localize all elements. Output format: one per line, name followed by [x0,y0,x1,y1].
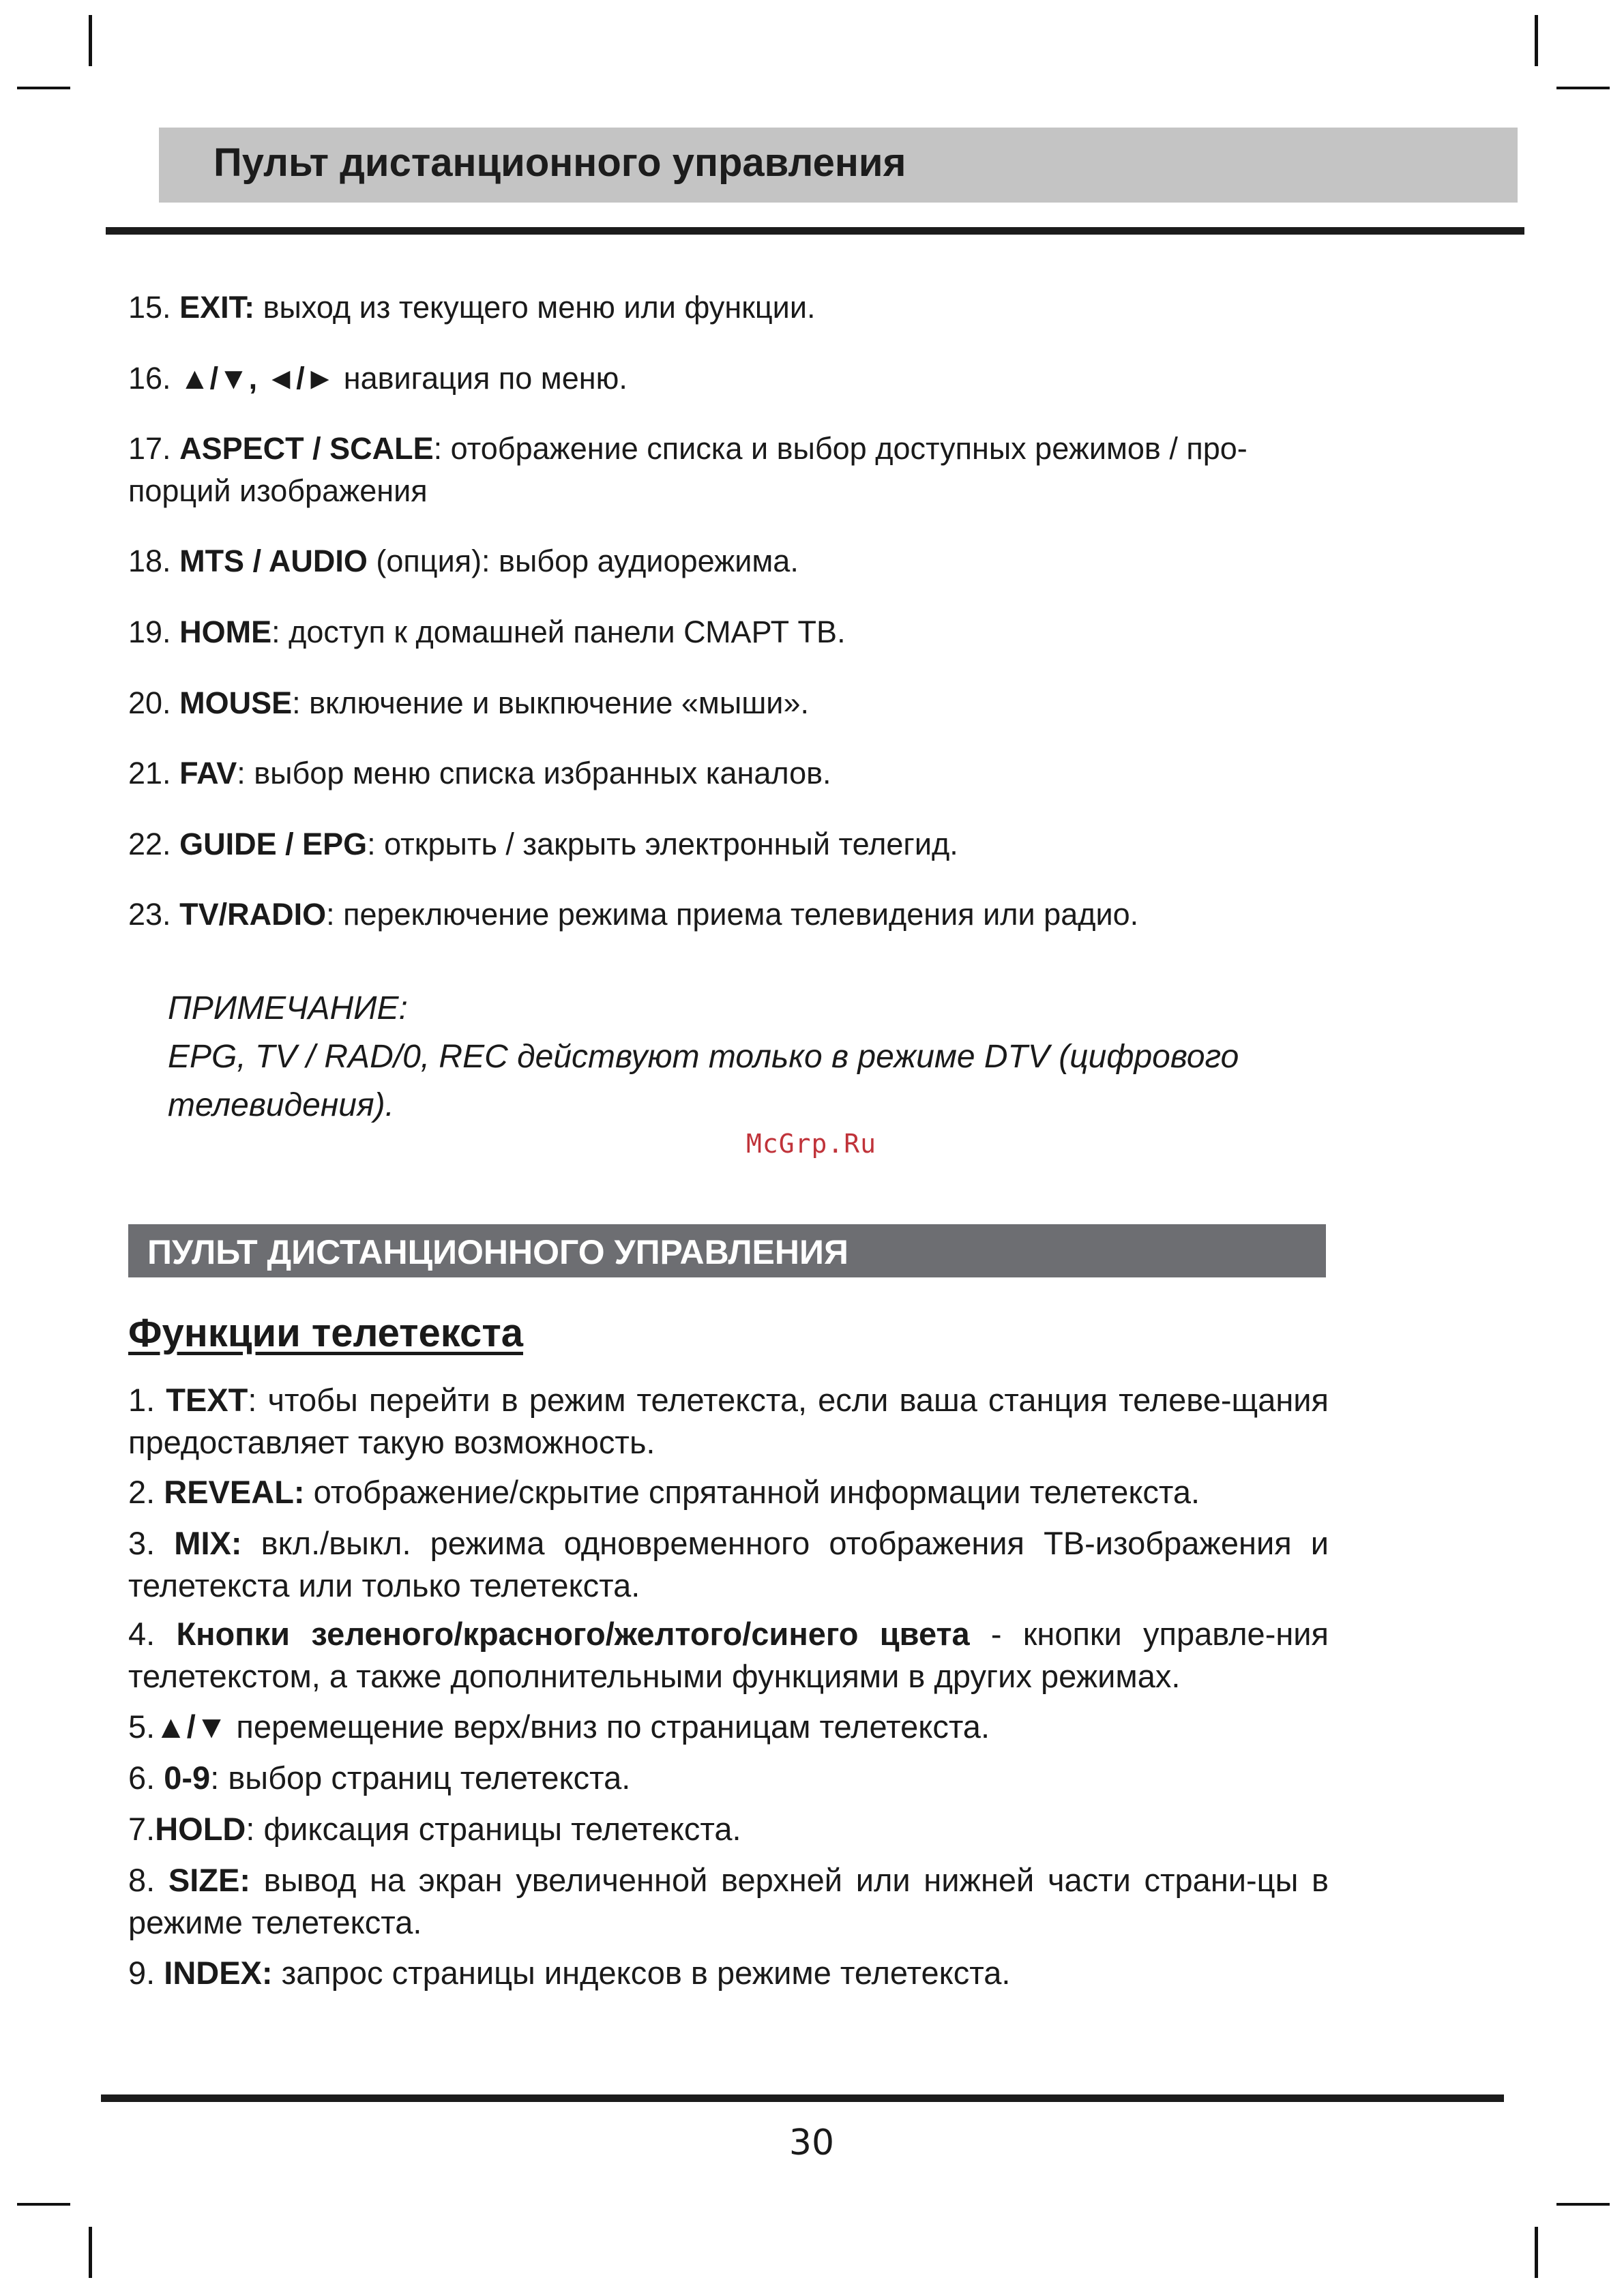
list-item [128,823,1342,865]
list-item [128,428,1342,512]
list-item [128,540,1342,582]
list-item [128,1613,1329,1698]
item-description: : доступ к домашней панели СМАРТ ТВ. [271,615,846,649]
watermark: McGrp.Ru [746,1129,877,1159]
teletext-heading: Функции телетекста [128,1311,523,1355]
item-description: : выбор страниц телетекста. [210,1760,631,1796]
crop-mark [1556,87,1610,89]
crop-mark [89,2227,92,2278]
item-description: : чтобы перейти в режим телетекста, если ваша станция телеве-щания предоставляет такую возможность. [128,1382,1329,1460]
crop-mark [1556,2203,1610,2206]
item-description: выход из текущего меню или функции. [254,290,816,325]
item-number: 8. [128,1862,156,1898]
note-title: ПРИМЕЧАНИЕ: [168,990,408,1026]
item-number: 6. [128,1760,156,1796]
item-number: 1. [128,1382,156,1418]
item-description: вывод на экран увеличенной верхней или нижней части страни-цы в режиме телетекста. [128,1862,1329,1940]
list-item [128,1808,1329,1850]
item-key: SIZE: [168,1862,250,1898]
list-item [128,893,1342,936]
item-number: 18. [128,544,171,578]
item-key: TEXT [166,1382,248,1418]
item-key: MIX: [174,1525,242,1561]
item-description: : отображение списка и выбор доступных режимов / про-порций изображения [128,431,1247,508]
item-key: EXIT: [179,290,255,325]
crop-mark [17,2203,70,2206]
page-title: Пульт дистанционного управления [213,140,906,185]
item-number: 21. [128,756,171,790]
item-number: 22. [128,827,171,861]
item-key: HOLD [155,1811,246,1847]
item-key: INDEX: [164,1955,273,1991]
section-header [128,1224,1326,1277]
list-item [128,1952,1329,1994]
item-description: : фиксация страницы телетекста. [246,1811,741,1847]
item-key: TV/RADIO [179,897,327,932]
item-key: MTS / AUDIO [179,544,368,578]
item-description: : выбор меню списка избранных каналов. [237,756,831,790]
item-number: 3. [128,1525,156,1561]
note-text: телевидения). [168,1087,394,1123]
header-rule [106,227,1524,235]
item-number: 15. [128,290,171,325]
item-number: 7. [128,1811,156,1847]
item-number: 2. [128,1474,156,1510]
item-key: MOUSE [179,685,293,720]
item-key: Кнопки зеленого/красного/желтого/синего цвета [176,1616,970,1652]
item-number: 5. [128,1708,156,1745]
list-item [128,752,1342,795]
item-description: (опция): выбор аудиорежима. [367,544,799,578]
item-number: 4. [128,1616,156,1652]
item-number: 16. [128,361,171,396]
item-number: 19. [128,615,171,649]
list-item [128,357,1342,400]
item-number: 17. [128,431,171,466]
item-key: HOME [179,615,272,649]
item-key: ▲/▼ [155,1708,228,1745]
page-number: 30 [788,2122,835,2163]
item-key: 0-9 [164,1760,211,1796]
list-item [128,1757,1329,1799]
list-item [128,1471,1329,1513]
list-item [128,611,1342,653]
item-description: : включение и выкпючение «мыши». [292,685,809,720]
item-key: ▲/▼, ◄/► [179,361,336,396]
item-description: - кнопки управле-ния телетекстом, а также дополнительными функциями в других режимах. [128,1616,1329,1694]
item-description: запрос страницы индексов в режиме телетекста. [272,1955,1011,1991]
item-description: : переключение режима приема телевидения или радио. [326,897,1139,932]
item-description: отображение/скрытие спрятанной информации телетекста. [304,1474,1200,1510]
item-description: : открыть / закрыть электронный телегид. [367,827,958,861]
item-description: навигация по меню. [335,361,628,396]
note-text: EPG, TV / RAD/0, REC действуют только в режиме DTV (цифрового [168,1039,1239,1075]
item-key: ASPECT / SCALE [179,431,434,466]
item-key: REVEAL: [164,1474,305,1510]
list-item [128,682,1342,724]
list-item [128,1379,1329,1464]
item-key: FAV [179,756,237,790]
item-key: GUIDE / EPG [179,827,368,861]
item-description: вкл./выкл. режима одновременного отображения ТВ-изображения и телетекста или только телетекста. [128,1525,1329,1603]
crop-mark [17,87,70,89]
footer-rule [101,2094,1504,2102]
crop-mark [89,15,92,66]
list-item [128,1706,1329,1748]
item-number: 9. [128,1955,156,1991]
list-item [128,1522,1329,1607]
list-item [128,286,1342,329]
crop-mark [1535,2227,1538,2278]
section-title: ПУЛЬТ ДИСТАНЦИОННОГО УПРАВЛЕНИЯ [147,1233,848,1271]
item-number: 23. [128,897,171,932]
item-number: 20. [128,685,171,720]
list-item [128,1859,1329,1944]
item-description: перемещение верх/вниз по страницам телетекста. [227,1708,990,1745]
crop-mark [1535,15,1538,66]
page-header [159,128,1518,203]
